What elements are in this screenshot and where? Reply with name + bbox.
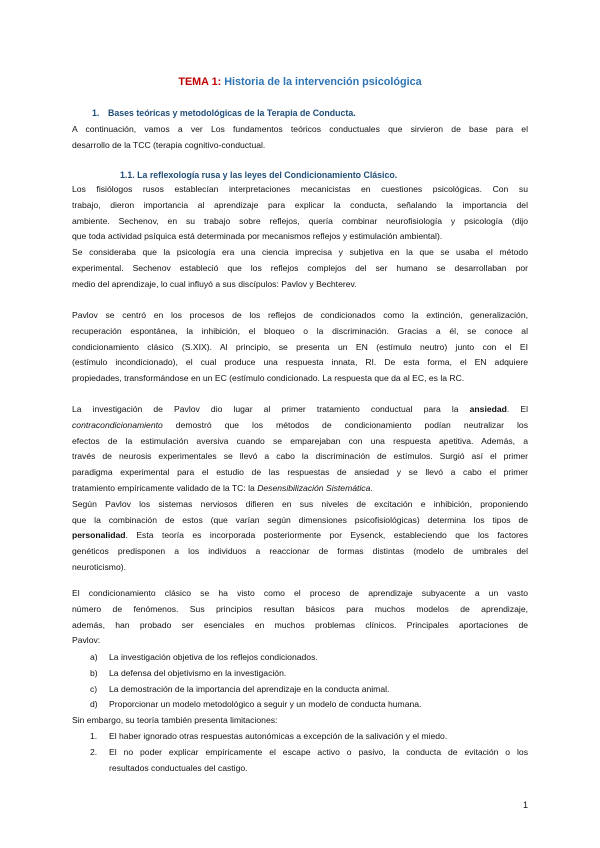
list-text: La investigación objetiva de los reflejos condicionados.: [109, 652, 318, 662]
text-line: que la combinación de estos (que varían según dimensiones psicofisiológicas) determina los tipos de: [72, 514, 528, 525]
title-prefix: TEMA 1:: [178, 76, 222, 88]
text-line: Pavlov se centró en los procesos de los reflejos de condicionados como la extinción, generalización,: [72, 310, 528, 320]
text-line: [72, 402, 528, 418]
list-marker: 1.: [90, 731, 98, 741]
section-heading: [92, 108, 356, 118]
text-line: [72, 481, 528, 497]
text-run: La investigación de Pavlov dio lugar al primer tratamiento conductual para la: [72, 404, 459, 414]
emphasis-ansiedad: ansiedad: [469, 404, 507, 414]
list-item: [90, 697, 528, 713]
text-line: Según Pavlov los sistemas nerviosos difieren en sus niveles de excitación e inhibición, proponiendo: [72, 498, 528, 509]
text-line: Los fisiólogos rusos establecían interpretaciones mecanicistas en cuestiones psicológicas. Con su: [72, 184, 528, 194]
list-marker: a): [90, 652, 98, 662]
contributions-list: [90, 650, 528, 713]
list-item: [90, 745, 528, 761]
text-line: desarrollo de la TCC (terapia cognitivo-conductual.: [72, 139, 266, 150]
text-run: .: [370, 482, 373, 493]
list-text: El no poder explicar empíricamente el escape activo o pasivo, la conducta de evitación o los: [109, 746, 528, 757]
emphasis-desensibilizacion: Desensibilización Sistemática: [257, 482, 371, 493]
text-run: . El: [506, 404, 529, 414]
text-line: ambiente. Sechenov, en su trabajo sobre reflejos, quería combinar neurofisiología y psicología (dijo: [72, 215, 528, 226]
list-item: [90, 729, 528, 745]
list-item: [90, 682, 528, 698]
text-line: Pavlov:: [72, 635, 101, 646]
list-marker: d): [90, 699, 98, 710]
text-line: Se consideraba que la psicología era una ciencia imprecisa y subjetiva en la que se usaba el método: [72, 247, 528, 258]
list-marker: b): [90, 667, 98, 678]
page-number: 1: [522, 800, 528, 810]
list-item: [90, 650, 528, 666]
text-line: (estímulo incondicionado), el cual produce una respuesta innata, RI. De esta forma, el EN adquiere: [72, 357, 528, 368]
list-text: Proporcionar un modelo metodológico a seguir y un modelo de conducta humana.: [109, 699, 422, 710]
text-line: El condicionamiento clásico se ha visto como el proceso de aprendizaje subyacente a un vasto: [72, 588, 528, 598]
paragraph-pavlov: [72, 308, 528, 387]
subsection-heading: 1.1. La reflexología rusa y las leyes del Condicionamiento Clásico.: [120, 170, 398, 180]
page-title: [72, 76, 528, 88]
text-line: experimental. Sechenov estableció que los reflejos complejos del ser humano se desarrollaban por: [72, 262, 528, 273]
list-item-continuation: [90, 761, 528, 777]
text-line: trabajo, dieron importancia al aprendizaje para explicar la conducta, señalando la importancia del: [72, 199, 528, 210]
list-marker: c): [90, 683, 98, 694]
paragraph-classical-conditioning: [72, 586, 528, 649]
text-line: condicionamiento clásico (S.XIX). Al principio, se presenta un EN (estímulo neutro) junto con el EI: [72, 341, 528, 352]
text-line: través de neurosis experimentales se llevó a cabo la discriminación de estímulos. Surgió así el primer: [72, 451, 528, 462]
text-line: [72, 528, 528, 544]
emphasis-personalidad: personalidad: [72, 530, 126, 541]
text-line: genéticos predisponen a los individuos a reaccionar de formas distintas (modelo de umbrales del: [72, 546, 528, 557]
list-text: La demostración de la importancia del aprendizaje en la conducta animal.: [109, 683, 390, 694]
text-line: neuroticismo).: [72, 561, 126, 572]
section-number: 1.: [92, 108, 100, 118]
text-line: propiedades, transformándose en un EC (estímulo condicionado. La respuesta que da al EC, es la RC.: [72, 373, 465, 384]
section-title: Bases teóricas y metodológicas de la Terapia de Conducta.: [108, 108, 356, 118]
text-run: demostró que los métodos de condicionamiento podían neutralizar los: [162, 419, 528, 430]
list-item: [90, 666, 528, 682]
text-line: que toda actividad psíquica está determinada por mecanismos reflejos y estimulación ambiental).: [72, 231, 443, 242]
text-line: paradigma experimental para el estudio de las respuestas de ansiedad y se llevó a cabo el primer: [72, 467, 528, 478]
limitations-list: [90, 729, 528, 776]
intro-paragraph: [72, 122, 528, 154]
text-line: A continuación, vamos a ver Los fundamentos teóricos conductuales que sirvieron de base para el: [72, 124, 528, 134]
text-line: Sin embargo, su teoría también presenta limitaciones:: [72, 715, 278, 725]
text-line: recuperación espontánea, la inhibición, el bloqueo o la discriminación. Gracias a él, se conoce al: [72, 325, 528, 336]
list-text: La defensa del objetivismo en la investigación.: [109, 667, 287, 678]
paragraph-anxiety: [72, 402, 528, 576]
emphasis-contracondicionamiento: contracondicionamiento: [72, 419, 163, 430]
title-text: Historia de la intervención psicológica: [224, 76, 422, 88]
limitations-intro: [72, 713, 528, 729]
text-line: además, han probado ser esenciales en muchos problemas clínicos. Principales aportaciones de: [72, 619, 528, 630]
list-text: El haber ignorado otras respuestas autonómicas a excepción de la salivación y el miedo.: [109, 731, 448, 741]
text-line: efectos de la estimulación aversiva cuando se emparejaban con una respuesta apetitiva. Además, a: [72, 435, 528, 446]
paragraph-reflexology: [72, 182, 528, 293]
text-line: número de fenómenos. Sus principios resultan básicos para muchos modelos de aprendizaje,: [72, 603, 528, 614]
text-run: . Esta teoría es incorporada posteriormente por Eysenck, estableciendo que los factores: [125, 530, 528, 541]
text-run: tratamiento empíricamente validado de la TC: la: [72, 482, 258, 493]
text-line: [72, 418, 528, 434]
list-text: resultados conductuales del castigo.: [109, 762, 248, 773]
text-line: medio del aprendizaje, lo cual influyó a sus discípulos: Pavlov y Bechterev.: [72, 278, 357, 289]
list-marker: 2.: [90, 746, 98, 757]
